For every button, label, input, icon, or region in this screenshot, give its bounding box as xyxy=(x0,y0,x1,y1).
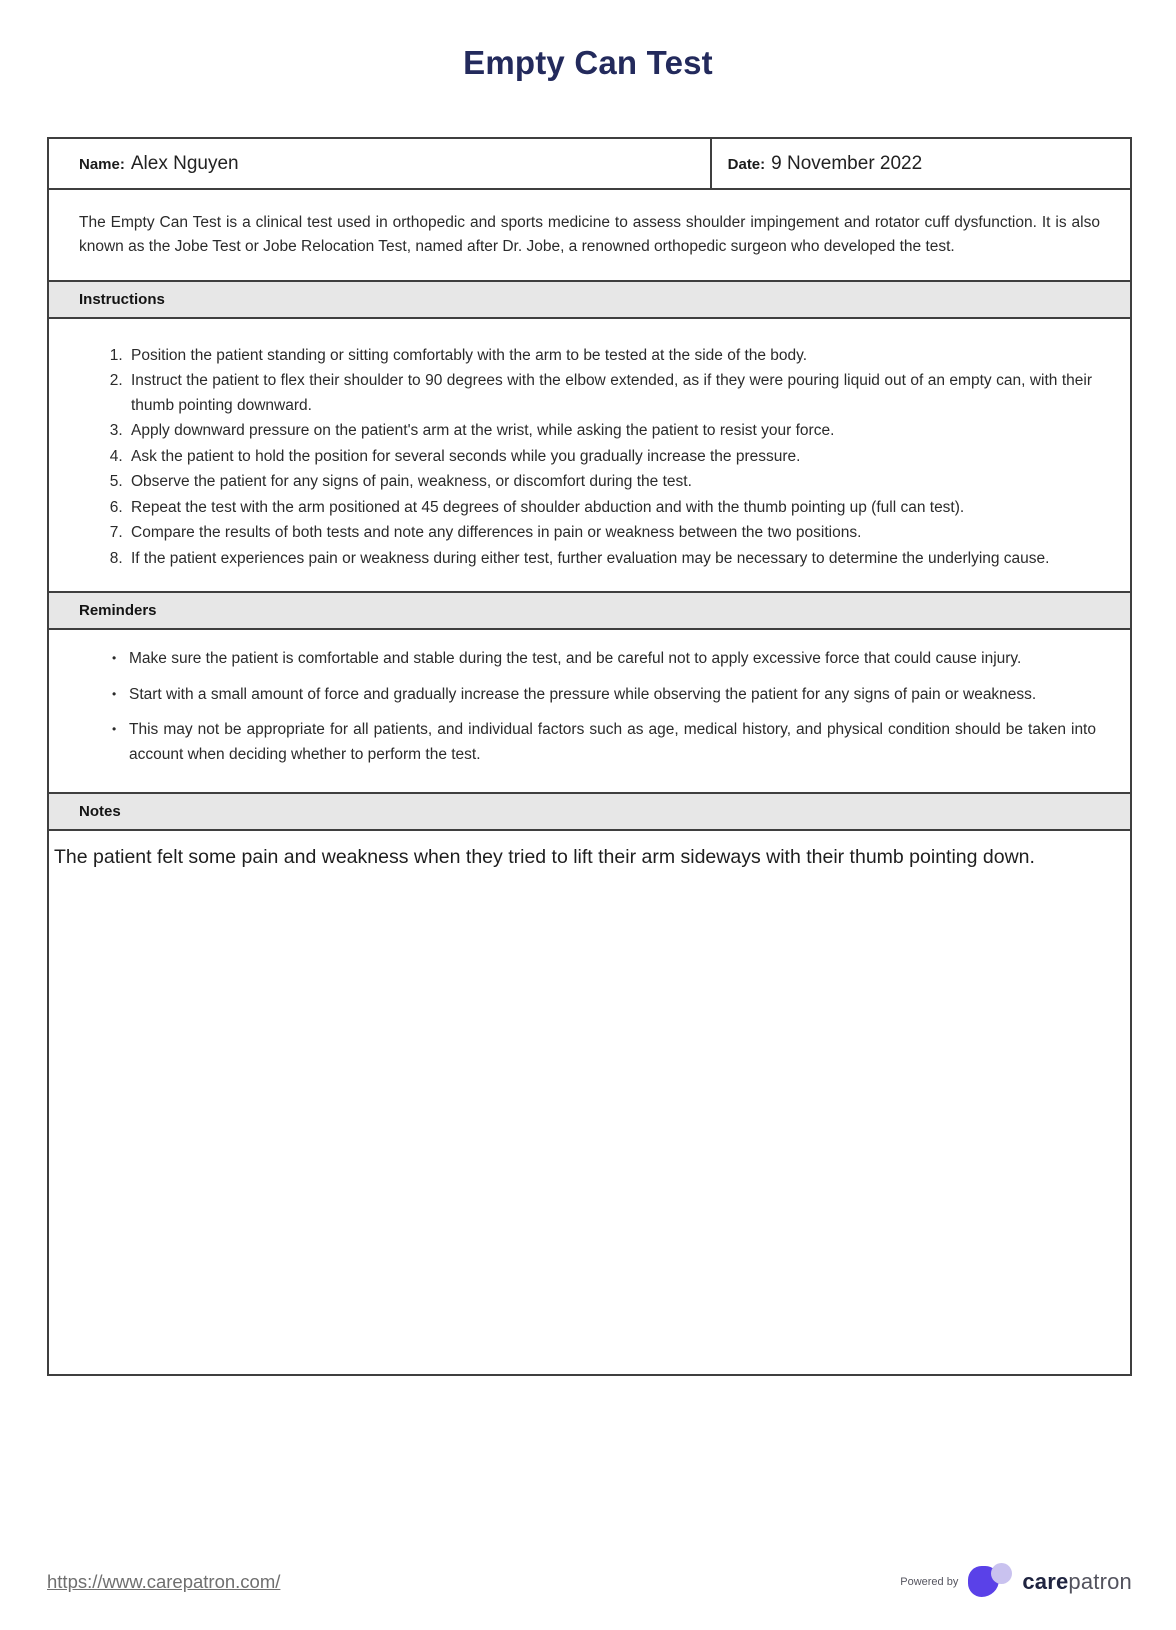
instruction-item: 1. Position the patient standing or sitting comfortably with the arm to be tested at the side of the body. xyxy=(127,344,1092,368)
notes-content: The patient felt some pain and weakness when they tried to lift their arm sideways with their thumb pointing down. xyxy=(54,846,1035,869)
instruction-item: 5. Observe the patient for any signs of pain, weakness, or discomfort during the test. xyxy=(127,470,1092,494)
instruction-item: 3. Apply downward pressure on the patient's arm at the wrist, while asking the patient to resist your force. xyxy=(127,419,1092,443)
instruction-item: 2. Instruct the patient to flex their shoulder to 90 degrees with the elbow extended, as if they were pouring liquid out of an empty can, with their thumb pointing downward. xyxy=(127,369,1092,418)
name-field xyxy=(49,139,712,188)
page-title: Empty Can Test xyxy=(463,44,713,81)
instruction-item: 8. If the patient experiences pain or weakness during either test, further evaluation may be necessary to determine the underlying cause. xyxy=(127,547,1092,571)
reminder-item: • Make sure the patient is comfortable and stable during the test, and be careful not to apply excessive force that could cause injury. xyxy=(129,647,1096,671)
brand-care-text: care xyxy=(1022,1569,1069,1594)
logo-circle-shape xyxy=(991,1563,1012,1584)
reminder-item: • Start with a small amount of force and gradually increase the pressure while observing the patient for any signs of pain or weakness. xyxy=(129,683,1096,707)
carepatron-logo-icon xyxy=(968,1563,1014,1601)
test-description: The Empty Can Test is a clinical test used in orthopedic and sports medicine to assess shoulder impingement and rotator cuff dysfunction. It is also known as the Jobe Test or Jobe Relocation Test, named after Dr. Jobe, a renowned orthopedic surgeon who developed the test. xyxy=(79,214,1100,256)
date-label: Date: xyxy=(727,156,766,173)
powered-by-label: Powered by xyxy=(900,1576,959,1588)
date-field xyxy=(712,139,1130,188)
instruction-item: 6. Repeat the test with the arm positioned at 45 degrees of shoulder abduction and with the thumb pointing up (full can test). xyxy=(127,496,1092,520)
reminder-item: • This may not be appropriate for all patients, and individual factors such as age, medical history, and physical condition should be taken into account when deciding whether to perform the test. xyxy=(129,718,1096,767)
instructions-list xyxy=(49,319,1130,591)
form-container xyxy=(47,137,1132,1376)
reminders-list xyxy=(49,630,1130,792)
patient-header-row xyxy=(49,139,1130,190)
name-value: Alex Nguyen xyxy=(130,153,239,174)
brand-wordmark xyxy=(1022,1569,1132,1595)
brand-patron-text: patron xyxy=(1068,1569,1132,1594)
section-header-instructions: Instructions xyxy=(49,280,1130,319)
section-header-notes: Notes xyxy=(49,792,1130,831)
footer xyxy=(47,1563,1132,1601)
instruction-item: 7. Compare the results of both tests and note any differences in pain or weakness between the two positions. xyxy=(127,521,1092,545)
carepatron-link[interactable]: https://www.carepatron.com/ xyxy=(47,1571,281,1592)
section-header-reminders: Reminders xyxy=(49,591,1130,630)
date-value: 9 November 2022 xyxy=(771,153,923,174)
instruction-item: 4. Ask the patient to hold the position for several seconds while you gradually increase the pressure. xyxy=(127,445,1092,469)
name-label: Name: xyxy=(79,156,125,173)
powered-by-block xyxy=(900,1563,1132,1601)
